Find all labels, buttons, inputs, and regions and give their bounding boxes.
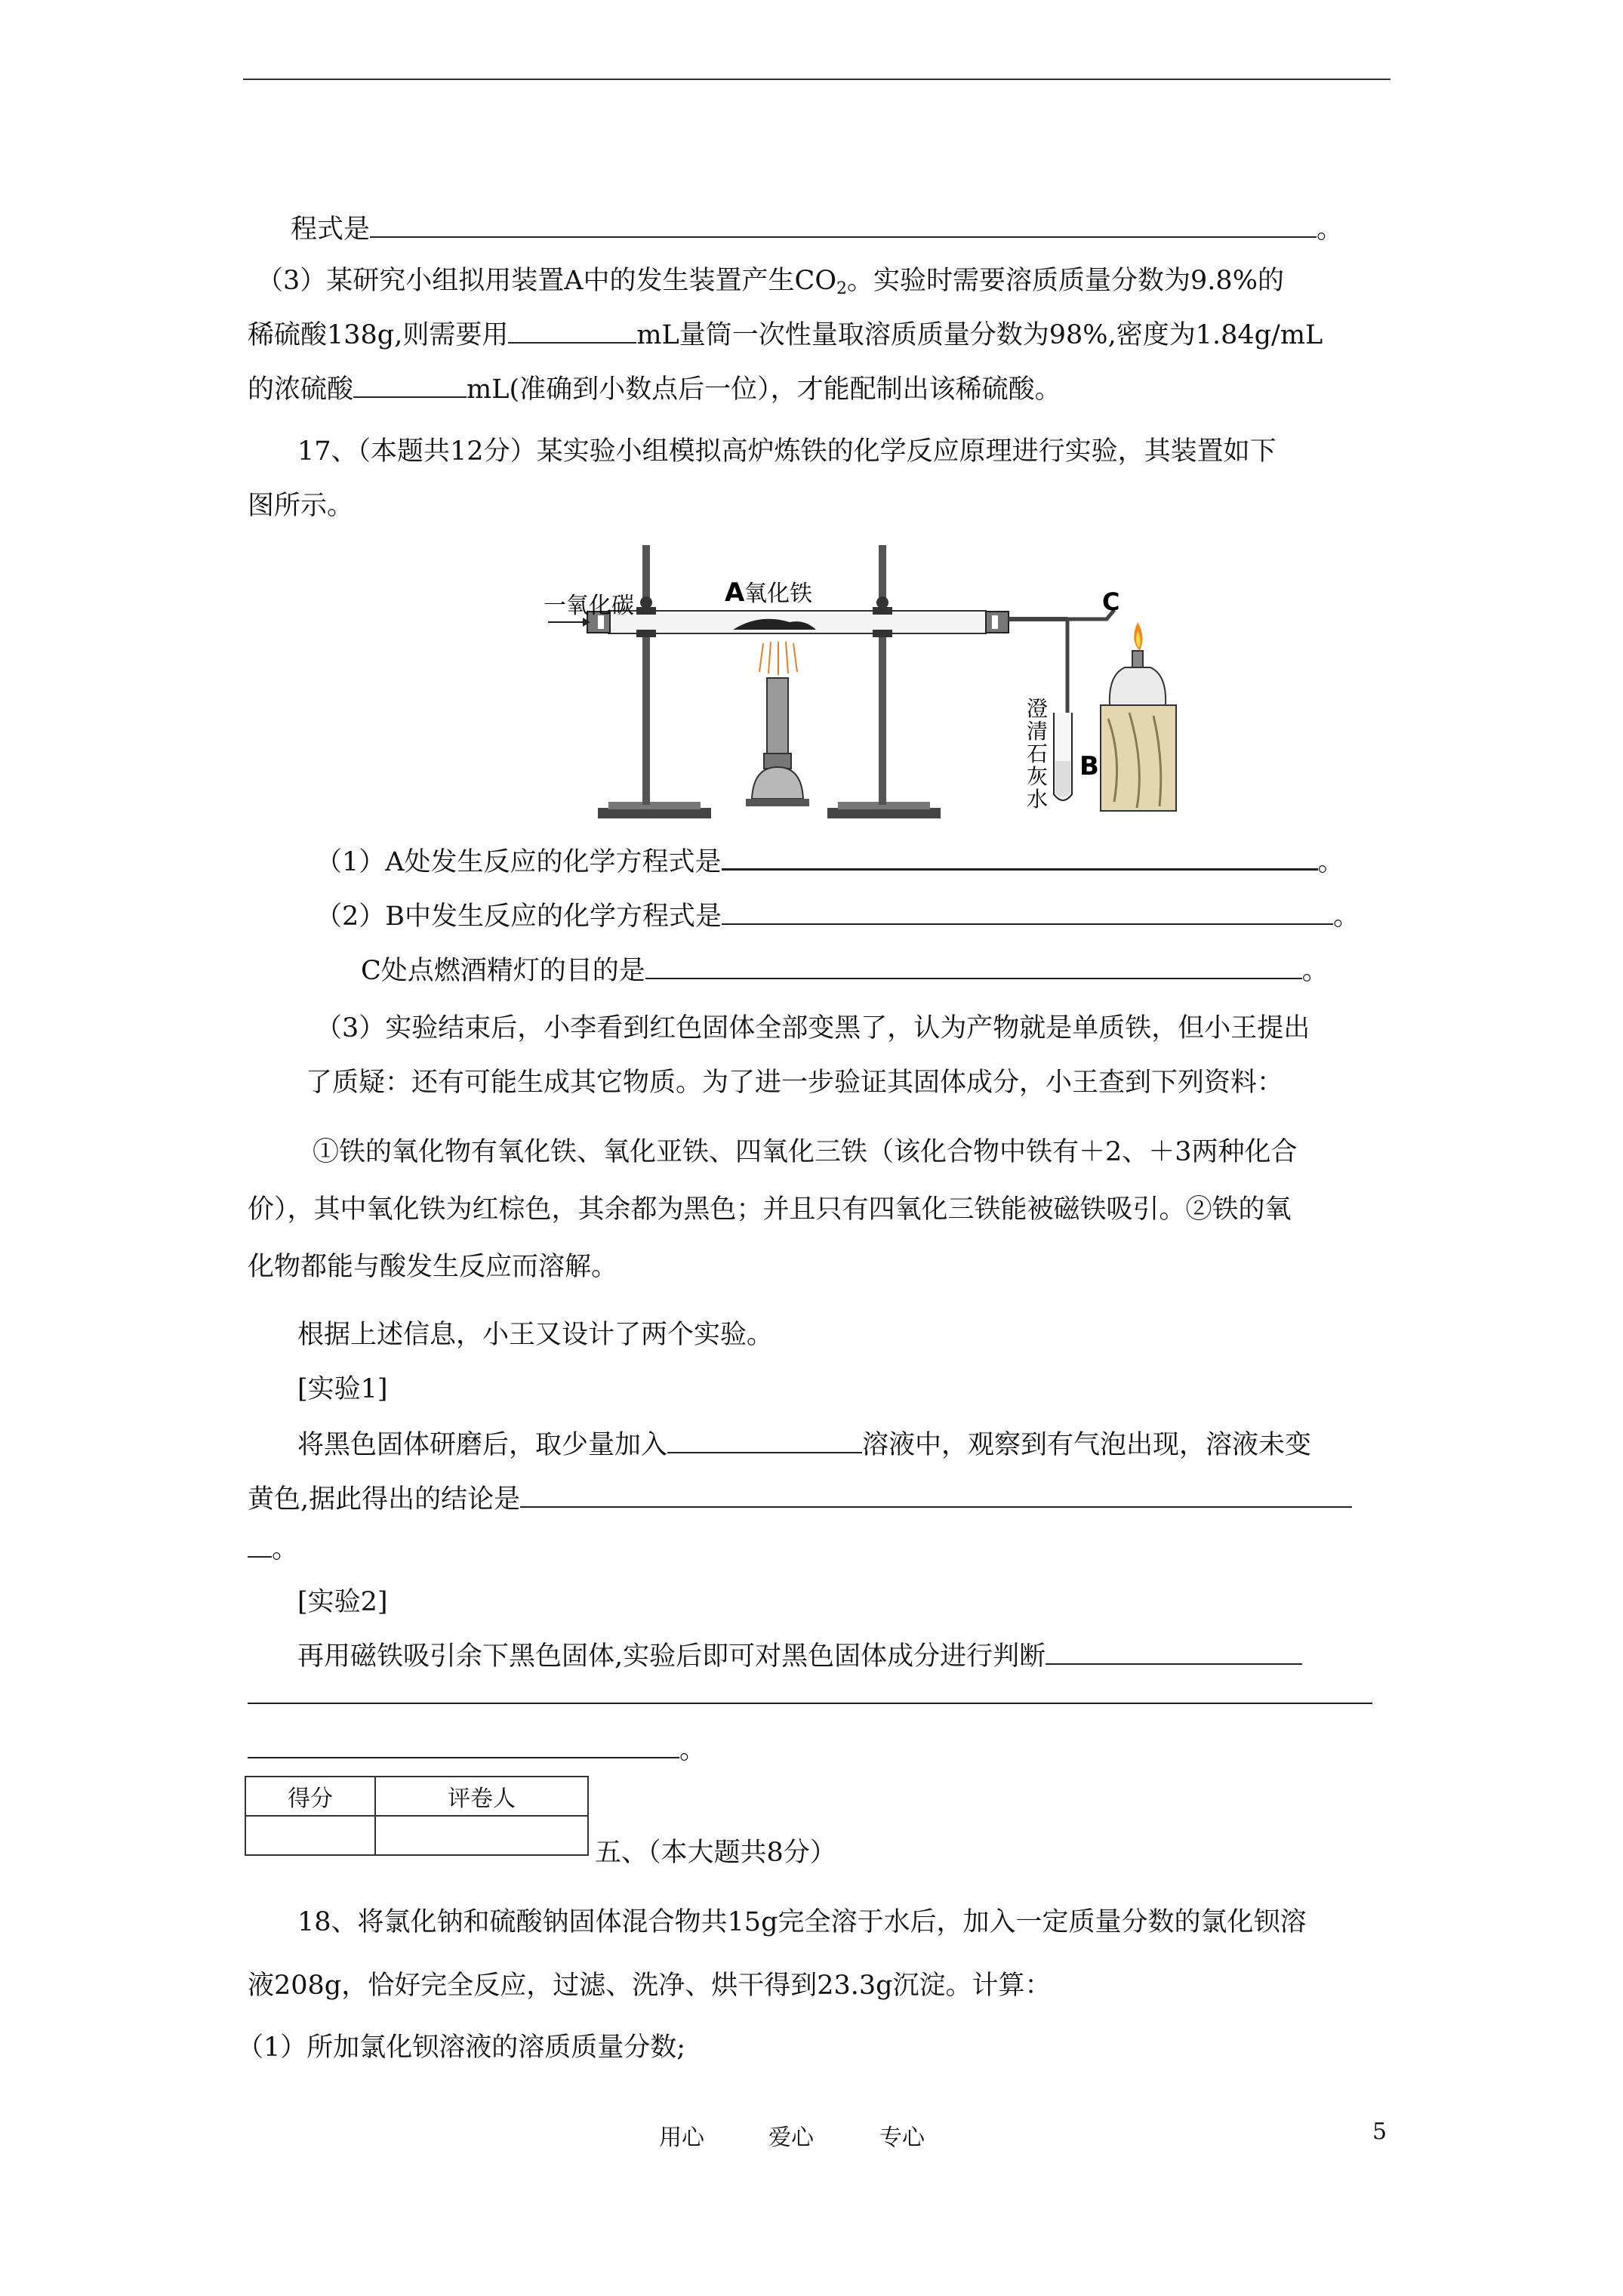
question-17-2-c: C处点燃酒精灯的目的是 。: [361, 956, 1329, 986]
footer-motto-1: 用心: [659, 2125, 704, 2151]
burner-base: [752, 767, 803, 799]
clamp-knob-left: [640, 596, 652, 609]
stand-rod-left: [642, 545, 650, 805]
clamp-left-bottom: [636, 630, 656, 637]
text-line: 程式是 。: [291, 214, 1344, 245]
svg-text:石: 石: [1027, 741, 1049, 766]
label-co: 一氧化碳: [544, 593, 634, 619]
clamp-mid-bottom: [873, 630, 892, 637]
answer-blank[interactable]: [508, 319, 636, 344]
label-limewater: [1027, 696, 1048, 812]
stand-base-left-top: [608, 802, 701, 809]
text-line: 了质疑：还有可能生成其它物质。为了进一步验证其固体成分，小王查到下列资料：: [306, 1068, 1284, 1098]
answer-blank[interactable]: [645, 955, 1302, 979]
answer-blank[interactable]: [1046, 1641, 1302, 1665]
lamp-wick-holder: [1132, 651, 1143, 667]
answer-blank[interactable]: [722, 846, 1318, 871]
score-cell[interactable]: [245, 1816, 375, 1855]
question-17-title: 17、（本题共12分）某实验小组模拟高炉炼铁的化学反应原理进行实验，其装置如下: [297, 436, 1277, 467]
label-fe2o3: 氧化铁: [744, 581, 812, 607]
svg-text:澄: 澄: [1027, 696, 1049, 721]
alcohol-lamp: [1110, 667, 1166, 705]
stopper-right-hole: [992, 615, 998, 629]
answer-blank[interactable]: [353, 374, 467, 398]
experiment-1-text: 黄色,据此得出的结论是: [248, 1483, 1352, 1516]
label-a: A: [725, 578, 745, 608]
text-line: 的浓硫酸 mL(准确到小数点后一位），才能配制出该稀硫酸。: [248, 374, 1061, 405]
text-line: 根据上述信息，小王又设计了两个实验。: [297, 1320, 774, 1350]
grader-cell[interactable]: [375, 1816, 588, 1855]
svg-text:水: 水: [1027, 787, 1049, 812]
info-text: 价），其中氧化铁为红棕色，其余都为黑色；并且只有四氧化三铁能被磁铁吸引。②铁的氧: [248, 1194, 1292, 1225]
stand-base-left: [598, 808, 711, 818]
score-table: [245, 1776, 589, 1856]
answer-blank[interactable]: [667, 1429, 862, 1453]
info-text: 化物都能与酸发生反应而溶解。: [248, 1252, 618, 1282]
experiment-1-text: 将黑色固体研磨后，取少量加入 溶液中，观察到有气泡出现，溶液未变: [297, 1430, 1312, 1460]
flame-a: [759, 642, 797, 675]
experiment-2-text: 。: [248, 1734, 706, 1767]
experiment-1-heading: [实验1]: [297, 1374, 388, 1404]
stand-base-mid: [827, 808, 941, 818]
label-b: B: [1079, 751, 1099, 781]
question-18-1: （1）所加氯化钡溶液的溶质质量分数;: [237, 2032, 686, 2063]
page-number: 5: [1372, 2119, 1387, 2145]
answer-blank[interactable]: [248, 1533, 272, 1558]
header-rule: [243, 79, 1390, 80]
footer-motto-3: 专心: [879, 2125, 925, 2151]
score-header: 得分: [245, 1777, 375, 1816]
text-line: 图所示。: [248, 491, 354, 521]
experiment-2-text: 再用磁铁吸引余下黑色固体,实验后即可对黑色固体成分进行判断: [297, 1640, 1302, 1673]
experiment-2-heading: [实验2]: [297, 1587, 388, 1617]
question-17-1: （1）A处发生反应的化学方程式是 。: [316, 847, 1344, 877]
experiment-1-text: 。: [248, 1533, 298, 1566]
burner-tube: [767, 678, 788, 754]
burner-foot: [746, 799, 809, 806]
question-17-2: （2）B中发生反应的化学方程式是 。: [316, 901, 1360, 932]
svg-text:清: 清: [1027, 719, 1049, 744]
grader-header: 评卷人: [375, 1777, 588, 1816]
clamp-knob-mid: [876, 596, 888, 609]
question-18: 18、将氯化钠和硫酸钠固体混合物共15g完全溶于水后，加入一定质量分数的氯化钡溶: [297, 1907, 1307, 1937]
limewater-level: [1055, 761, 1070, 797]
text-line: 液208g，恰好完全反应，过滤、洗净、烘干得到23.3g沉淀。计算：: [248, 1971, 1052, 2001]
answer-blank-line[interactable]: [248, 1703, 1372, 1704]
text-line: （3）某研究小组拟用装置A中的发生装置产生$CO_2$。实验时需要溶质质量分数为9.8%的: [257, 266, 1284, 298]
label-c: C: [1102, 587, 1120, 616]
text-line: 稀硫酸138g,则需要用 mL量筒一次性量取溶质质量分数为98%,密度为1.84g/mL: [248, 320, 1323, 350]
svg-text:灰: 灰: [1027, 764, 1049, 789]
answer-blank[interactable]: [370, 214, 1317, 238]
answer-blank[interactable]: [248, 1734, 679, 1758]
footer-motto-2: 爱心: [768, 2125, 814, 2151]
section-heading: 五、（本大题共8分）: [595, 1838, 836, 1868]
question-17-3: （3）实验结束后，小李看到红色固体全部变黑了，认为产物就是单质铁，但小王提出: [316, 1013, 1310, 1043]
answer-blank[interactable]: [520, 1484, 1352, 1508]
stand-rod-mid: [879, 545, 886, 805]
answer-blank[interactable]: [722, 901, 1333, 925]
info-text: ①铁的氧化物有氧化铁、氧化亚铁、四氧化三铁（该化合物中铁有＋2、＋3两种化合: [313, 1137, 1298, 1167]
apparatus-diagram: [540, 538, 1190, 824]
